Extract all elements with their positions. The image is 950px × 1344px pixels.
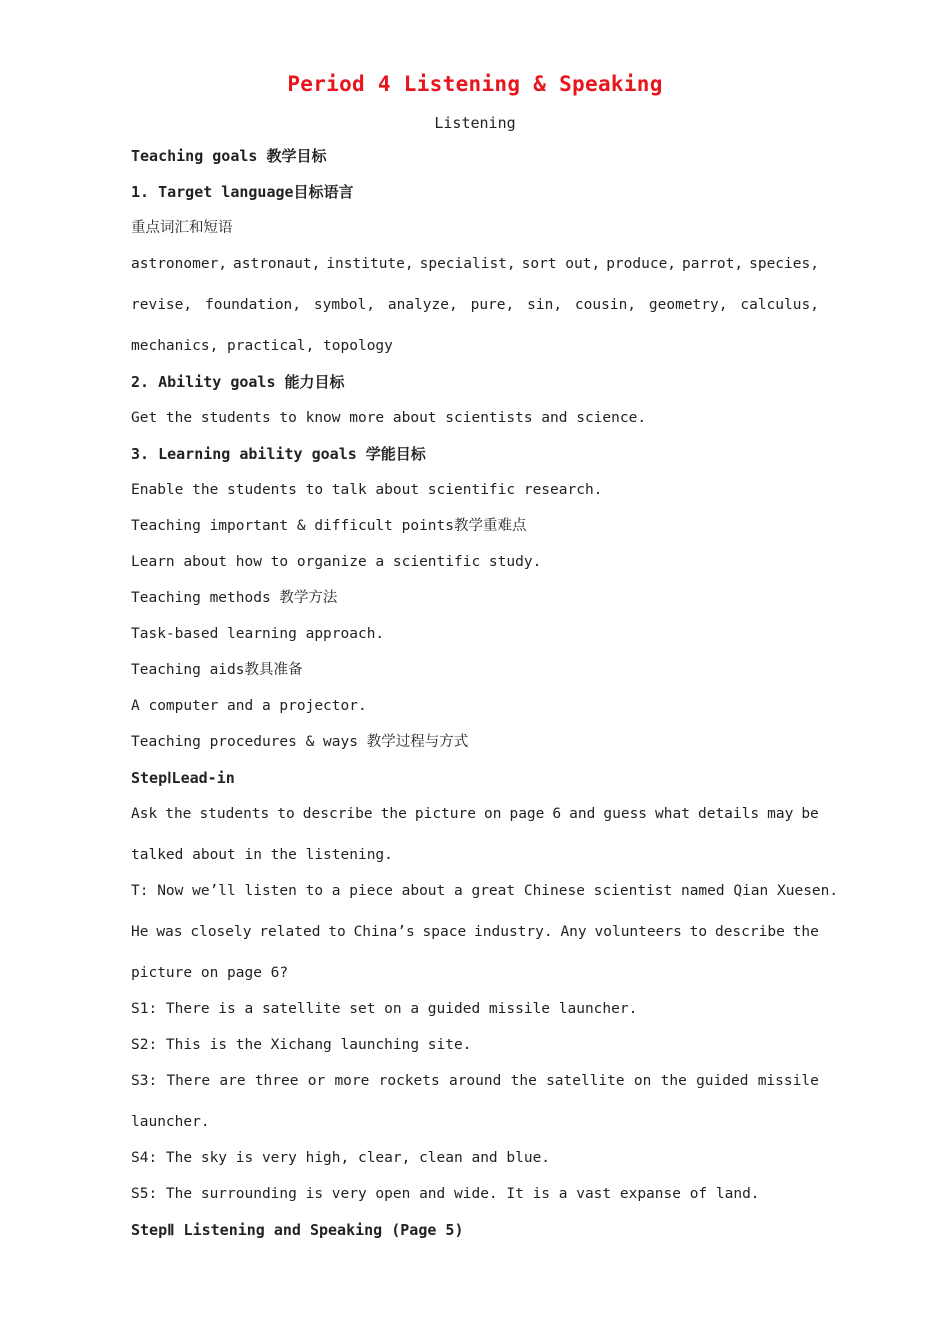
word: foundation,	[204, 297, 302, 313]
word: symbol,	[313, 297, 375, 313]
word: volunteers	[594, 924, 682, 940]
page-subtitle: Listening	[434, 114, 516, 132]
word: missile	[757, 1073, 819, 1089]
word: picture	[414, 806, 476, 822]
word: what	[655, 806, 690, 822]
word: was	[156, 924, 183, 940]
step1-para-line-2: talked about in the listening.	[131, 847, 393, 863]
target-language-heading: 1. Target language目标语言	[131, 183, 354, 201]
important-points-text: Learn about how to organize a scientific study.	[131, 554, 542, 570]
student-5-line: S5: The surrounding is very open and wide. It is a vast expanse of land.	[131, 1186, 760, 1202]
student-3-line-2: launcher.	[131, 1114, 210, 1130]
word: There	[166, 1073, 211, 1089]
ability-goals-heading: 2. Ability goals 能力目标	[131, 373, 345, 391]
word: guess	[603, 806, 648, 822]
word: details	[697, 806, 760, 822]
word: describe	[302, 806, 373, 822]
word: to	[277, 806, 295, 822]
word: sin,	[527, 297, 563, 313]
word: S3:	[131, 1073, 158, 1089]
page-title: Period 4 Listening & Speaking	[287, 72, 663, 96]
word: rockets	[378, 1073, 440, 1089]
vocab-heading: 重点词汇和短语	[131, 220, 233, 236]
word: Ask	[131, 806, 158, 822]
important-points-heading: Teaching important & difficult points教学重难点	[131, 518, 527, 534]
word: students	[199, 806, 270, 822]
step2-heading: StepⅡ Listening and Speaking (Page 5)	[131, 1221, 464, 1239]
word: three	[254, 1073, 299, 1089]
word: the	[792, 924, 819, 940]
word: related	[259, 924, 321, 940]
word: geometry,	[648, 297, 728, 313]
aids-text: A computer and a projector.	[131, 698, 367, 714]
ability-goals-text: Get the students to know more about scientists and science.	[131, 410, 647, 426]
learning-ability-text: Enable the students to talk about scientific research.	[131, 482, 603, 498]
word: 6	[552, 806, 562, 822]
word: sort out,	[521, 256, 601, 272]
procedures-heading: Teaching procedures & ways 教学过程与方式	[131, 734, 469, 750]
word: page	[509, 806, 545, 822]
word: astronomer,	[131, 256, 228, 272]
word: on	[633, 1073, 652, 1089]
word: to	[689, 924, 708, 940]
word: Any	[560, 924, 587, 940]
aids-heading: Teaching aids教具准备	[131, 662, 303, 678]
word: the	[660, 1073, 687, 1089]
methods-heading: Teaching methods 教学方法	[131, 590, 338, 606]
word: around	[448, 1073, 502, 1089]
word: revise,	[131, 297, 193, 313]
vocab-line-1	[131, 254, 819, 274]
student-2-line: S2: This is the Xichang launching site.	[131, 1037, 472, 1053]
step1-para-line-1	[131, 804, 819, 824]
word: cousin,	[574, 297, 637, 313]
vocab-line-3: mechanics, practical, topology	[131, 338, 393, 354]
vocab-line-2	[131, 295, 819, 315]
step1-heading: StepⅠLead-in	[131, 769, 235, 787]
teaching-goals-heading: Teaching goals 教学目标	[131, 147, 327, 165]
word: the	[510, 1073, 537, 1089]
word: space	[422, 924, 467, 940]
word: are	[219, 1073, 246, 1089]
word: guided	[696, 1073, 749, 1089]
word: institute,	[326, 256, 414, 272]
word: parrot,	[682, 256, 744, 272]
word: to	[328, 924, 346, 940]
word: industry.	[474, 924, 553, 940]
word: China’s	[353, 924, 415, 940]
teacher-line-3: picture on page 6?	[131, 965, 289, 981]
word: may	[767, 806, 794, 822]
word: closely	[190, 924, 252, 940]
word: describe	[714, 924, 785, 940]
student-4-line: S4: The sky is very high, clear, clean and blue.	[131, 1150, 551, 1166]
word: astronaut,	[233, 256, 321, 272]
learning-ability-heading: 3. Learning ability goals 学能目标	[131, 445, 426, 463]
word: specialist,	[419, 256, 516, 272]
word: calculus,	[740, 297, 819, 313]
word: pure,	[470, 297, 515, 313]
word: He	[131, 924, 149, 940]
student-3-line-1	[131, 1071, 819, 1091]
word: species,	[749, 256, 819, 272]
word: the	[165, 806, 192, 822]
word: produce,	[606, 256, 677, 272]
word: on	[483, 806, 502, 822]
word: or	[307, 1073, 326, 1089]
student-1-line: S1: There is a satellite set on a guided missile launcher.	[131, 1001, 638, 1017]
word: and	[569, 806, 596, 822]
methods-text: Task-based learning approach.	[131, 626, 385, 642]
word: analyze,	[387, 297, 458, 313]
word: be	[801, 806, 819, 822]
teacher-line-2	[131, 922, 819, 942]
word: more	[334, 1073, 370, 1089]
word: satellite	[546, 1073, 625, 1089]
teacher-line-1: T: Now we’ll listen to a piece about a great Chinese scientist named Qian Xuesen.	[131, 883, 839, 899]
word: the	[380, 806, 407, 822]
